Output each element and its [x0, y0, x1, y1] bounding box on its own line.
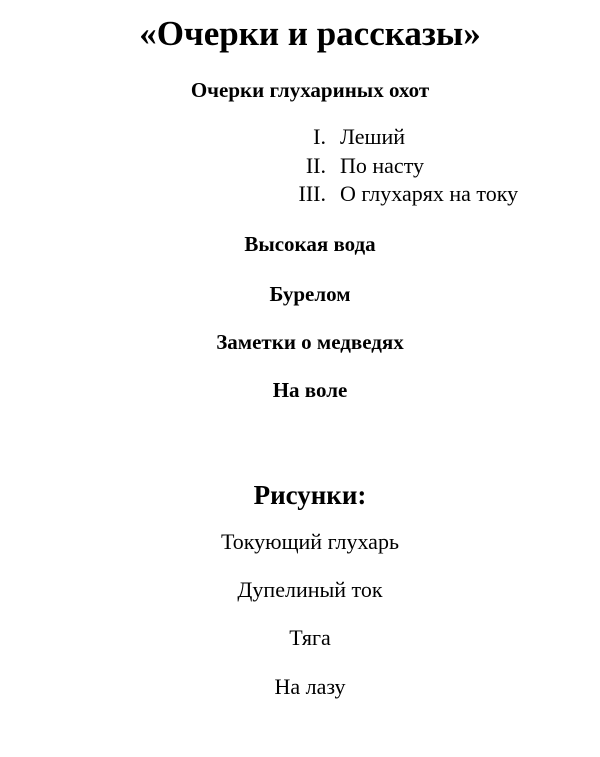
picture-item: Дупелиный ток — [237, 577, 383, 602]
roman-numeral: II. — [305, 152, 326, 178]
grouse-hunting-chapters-list — [270, 123, 518, 209]
pictures-heading: Рисунки: — [253, 480, 367, 510]
picture-item: На лазу — [274, 674, 346, 699]
chapter-title: По насту — [340, 152, 425, 178]
section-heading-at-liberty: На воле — [272, 378, 348, 402]
picture-item: Тяга — [289, 625, 331, 650]
list-item — [270, 123, 518, 152]
list-item — [270, 180, 518, 209]
section-heading-grouse-hunting: Очерки глухариных охот — [190, 78, 430, 102]
section-heading-high-water: Высокая вода — [244, 232, 376, 256]
section-heading-windfall: Бурелом — [269, 282, 351, 306]
chapter-title: Леший — [340, 124, 406, 149]
picture-item: Токующий глухарь — [221, 529, 399, 554]
list-item — [270, 152, 518, 181]
chapter-title: О глухарях на току — [340, 181, 519, 206]
section-heading-bear-notes: Заметки о медведях — [216, 330, 404, 354]
roman-numeral: I. — [313, 124, 326, 149]
document-title: «Очерки и рассказы» — [139, 14, 481, 53]
roman-numeral: III. — [298, 181, 326, 206]
